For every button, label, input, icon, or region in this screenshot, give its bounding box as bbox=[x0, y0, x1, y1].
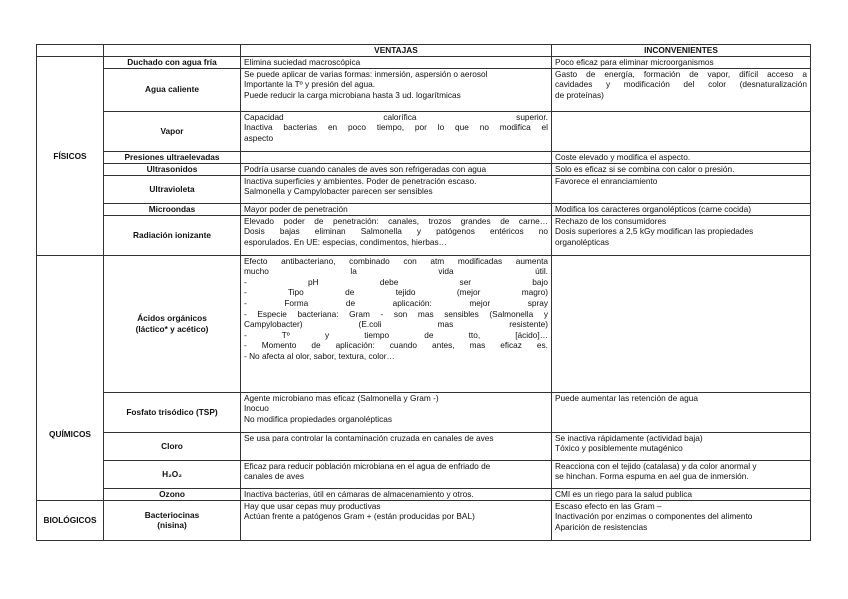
cell-line: Dosis superiores a 2,5 kGy modifican las propiedades bbox=[555, 226, 754, 237]
cell-line: Poco eficaz para eliminar microorganismos bbox=[555, 57, 714, 67]
cell-line: - pH debe ser bajo bbox=[244, 276, 548, 287]
cell-line: Eficaz para reducir población microbiana en el agua de enfriado de bbox=[244, 460, 491, 471]
ventajas-cell bbox=[241, 392, 552, 432]
cell-line: se hinchan. Forma espuma en ael gua de inmersión. bbox=[555, 471, 749, 482]
cell-line: Vapor bbox=[160, 125, 184, 136]
cell-line: Reacciona con el tejido (catalasa) y da color anormal y bbox=[555, 460, 757, 471]
table-row bbox=[37, 392, 811, 432]
method-cell bbox=[104, 203, 241, 215]
table-row bbox=[37, 163, 811, 175]
method-cell bbox=[104, 68, 241, 111]
header-row bbox=[37, 45, 811, 57]
table-row bbox=[37, 175, 811, 203]
method-cell bbox=[104, 163, 241, 175]
cell-line: Campylobacter) (E.coli mas resistente) bbox=[244, 319, 548, 330]
cell-line: Coste elevado y modifica el aspecto. bbox=[555, 151, 691, 162]
cell-line: Bacteriocinas bbox=[144, 509, 200, 520]
category-biologicos: BIOLÓGICOS bbox=[37, 500, 104, 540]
table-row bbox=[37, 68, 811, 111]
cell-line: Inactiva bacterias en poco tiempo, por lo que no modifica el bbox=[244, 122, 548, 133]
inconvenientes-cell bbox=[552, 215, 811, 255]
cell-line: - No afecta al olor, sabor, textura, color… bbox=[244, 350, 395, 361]
inconvenientes-cell bbox=[552, 488, 811, 500]
cell-line: Aparición de resistencias bbox=[555, 521, 648, 532]
ventajas-cell bbox=[241, 111, 552, 151]
ventajas-cell bbox=[241, 488, 552, 500]
inconvenientes-cell bbox=[552, 163, 811, 175]
table-row bbox=[37, 500, 811, 540]
ventajas-cell bbox=[241, 57, 552, 69]
table-row bbox=[37, 151, 811, 163]
cell-line: - Forma de aplicación: mejor spray bbox=[244, 297, 548, 308]
cell-line: (nisina) bbox=[157, 520, 187, 531]
cell-line: Inocuo bbox=[244, 403, 269, 414]
cell-line: Inactiva bacterias, útil en cámaras de almacenamiento y otros. bbox=[244, 488, 474, 499]
table-row bbox=[37, 111, 811, 151]
cell-line: No modifica propiedades organolépticas bbox=[244, 413, 393, 424]
inconvenientes-cell bbox=[552, 57, 811, 69]
inconvenientes-cell bbox=[552, 432, 811, 460]
cell-line: Efecto antibacteriano, combinado con atm modificadas aumenta bbox=[244, 255, 548, 266]
method-cell bbox=[104, 500, 241, 540]
method-cell bbox=[104, 215, 241, 255]
method-cell bbox=[104, 460, 241, 488]
ventajas-cell bbox=[241, 255, 552, 392]
cell-line: Radiación ionizante bbox=[133, 229, 211, 240]
ventajas-cell bbox=[241, 68, 552, 111]
header-ventajas: VENTAJAS bbox=[241, 45, 552, 57]
table-row bbox=[37, 215, 811, 255]
category-quimicos: QUÍMICOS bbox=[37, 255, 104, 500]
header-inconvenientes: INCONVENIENTES bbox=[552, 45, 811, 57]
cell-line: Podría usarse cuando canales de aves son refrigeradas con agua bbox=[244, 163, 487, 174]
inconvenientes-cell bbox=[552, 255, 811, 392]
cell-line: Actúan frente a patógenos Gram + (están producidas por BAL) bbox=[244, 511, 475, 522]
cell-line: Rechazo de los consumidores bbox=[555, 215, 667, 226]
method-cell bbox=[104, 151, 241, 163]
inconvenientes-cell bbox=[552, 500, 811, 540]
cell-line: Solo es eficaz si se combina con calor o presión. bbox=[555, 163, 735, 174]
ventajas-cell bbox=[241, 460, 552, 488]
table-row bbox=[37, 460, 811, 488]
cell-line: Inactiva superficies y ambientes. Poder de penetración escaso. bbox=[244, 175, 477, 186]
cell-line: Se usa para controlar la contaminación cruzada en canales de aves bbox=[244, 432, 494, 443]
ventajas-cell bbox=[241, 215, 552, 255]
cell-line: Se inactiva rápidamente (actividad baja) bbox=[555, 432, 703, 443]
method-cell bbox=[104, 488, 241, 500]
cell-line: Agua caliente bbox=[145, 84, 199, 95]
cell-line: Presiones ultraelevadas bbox=[124, 151, 220, 162]
ventajas-cell bbox=[241, 500, 552, 540]
ventajas-cell bbox=[241, 432, 552, 460]
cell-line: - Tipo de tejido (mejor magro) bbox=[244, 287, 548, 298]
method-cell bbox=[104, 255, 241, 392]
cell-line: Ácidos orgánicos bbox=[137, 313, 207, 323]
cell-line: Puede aumentar las retención de agua bbox=[555, 392, 698, 403]
cell-line: mucho la vida útil. bbox=[244, 266, 548, 277]
cell-line: canales de aves bbox=[244, 471, 304, 482]
table-row bbox=[37, 57, 811, 69]
header-empty-method bbox=[104, 45, 241, 57]
cell-line: Ozono bbox=[159, 488, 185, 499]
cell-line: Ultrasonidos bbox=[146, 163, 198, 174]
cell-line: - Especie bacteriana: Gram - son mas sensibles (Salmonella y bbox=[244, 308, 548, 319]
inconvenientes-cell bbox=[552, 175, 811, 203]
cell-line: Ultravioleta bbox=[149, 183, 195, 194]
cell-line: Favorece el enranciamiento bbox=[555, 175, 658, 186]
cell-line: Cloro bbox=[161, 440, 183, 451]
cell-line: - Tº y tiempo de tto, [ácido]… bbox=[244, 329, 548, 340]
cell-line: Duchado con agua fría bbox=[127, 57, 217, 67]
table-row bbox=[37, 488, 811, 500]
ventajas-cell bbox=[241, 151, 552, 163]
method-cell bbox=[104, 175, 241, 203]
method-cell bbox=[104, 432, 241, 460]
cell-line: de proteínas) bbox=[555, 89, 604, 100]
cell-line: Salmonella y Campylobacter parecen ser sensibles bbox=[244, 186, 433, 197]
cell-line: Inactivación por enzimas o componentes del alimento bbox=[555, 511, 753, 522]
cell-line: H₂O₂ bbox=[162, 468, 182, 479]
inconvenientes-cell bbox=[552, 203, 811, 215]
cell-line: Puede reducir la carga microbiana hasta 3 ud. logarítmicas bbox=[244, 89, 461, 100]
header-empty bbox=[37, 45, 104, 57]
cell-line: Tóxico y posiblemente mutagénico bbox=[555, 443, 683, 454]
cell-line: Agente microbiano mas eficaz (Salmonella y Gram -) bbox=[244, 392, 439, 403]
method-cell bbox=[104, 57, 241, 69]
cell-line: Fosfato trisódico (TSP) bbox=[126, 406, 218, 417]
cell-line: cavidades y modificación del color (desnaturalización bbox=[555, 79, 807, 90]
cell-line: Dosis bajas eliminan Salmonella y patógenos entéricos no bbox=[244, 226, 548, 237]
cell-line: Mayor poder de penetración bbox=[244, 203, 348, 214]
inconvenientes-cell bbox=[552, 151, 811, 163]
ventajas-cell bbox=[241, 203, 552, 215]
cell-line: Capacidad calorífica superior. bbox=[244, 111, 548, 122]
method-cell bbox=[104, 392, 241, 432]
table-row bbox=[37, 432, 811, 460]
cell-line: Hay que usar cepas muy productivas bbox=[244, 500, 381, 511]
cell-line: Escaso efecto en las Gram – bbox=[555, 500, 662, 511]
table-row bbox=[37, 203, 811, 215]
inconvenientes-cell bbox=[552, 68, 811, 111]
cell-line: CMI es un riego para la salud publica bbox=[555, 488, 692, 499]
ventajas-cell bbox=[241, 175, 552, 203]
category-fisicos: FÍSICOS bbox=[37, 57, 104, 256]
cell-line: Importante la Tº y presión del agua. bbox=[244, 79, 376, 90]
inconvenientes-cell bbox=[552, 111, 811, 151]
cell-line: Elevado poder de penetración: canales, trozos grandes de carne… bbox=[244, 215, 548, 226]
cell-line: aspecto bbox=[244, 132, 274, 143]
inconvenientes-cell bbox=[552, 460, 811, 488]
cell-line: Se puede aplicar de varias formas: inmersión, aspersión o aerosol bbox=[244, 68, 488, 79]
cell-line: Microondas bbox=[148, 203, 196, 214]
cell-line: (láctico* y acético) bbox=[135, 323, 209, 334]
ventajas-cell bbox=[241, 163, 552, 175]
inconvenientes-cell bbox=[552, 392, 811, 432]
cell-line: organolépticas bbox=[555, 236, 609, 247]
cell-line: esporulados. En UE: especias, condimentos, hierbas… bbox=[244, 236, 447, 247]
cell-line: Modifica los caracteres organolépticos (carne cocida) bbox=[555, 203, 751, 214]
treatments-table bbox=[36, 44, 811, 541]
cell-line: - Momento de aplicación: cuando antes, mas eficaz es. bbox=[244, 340, 548, 351]
cell-line: Gasto de energía, formación de vapor, difícil acceso a bbox=[555, 68, 807, 79]
cell-line: Elimina suciedad macroscópica bbox=[244, 57, 361, 67]
method-cell bbox=[104, 111, 241, 151]
table-row bbox=[37, 255, 811, 392]
